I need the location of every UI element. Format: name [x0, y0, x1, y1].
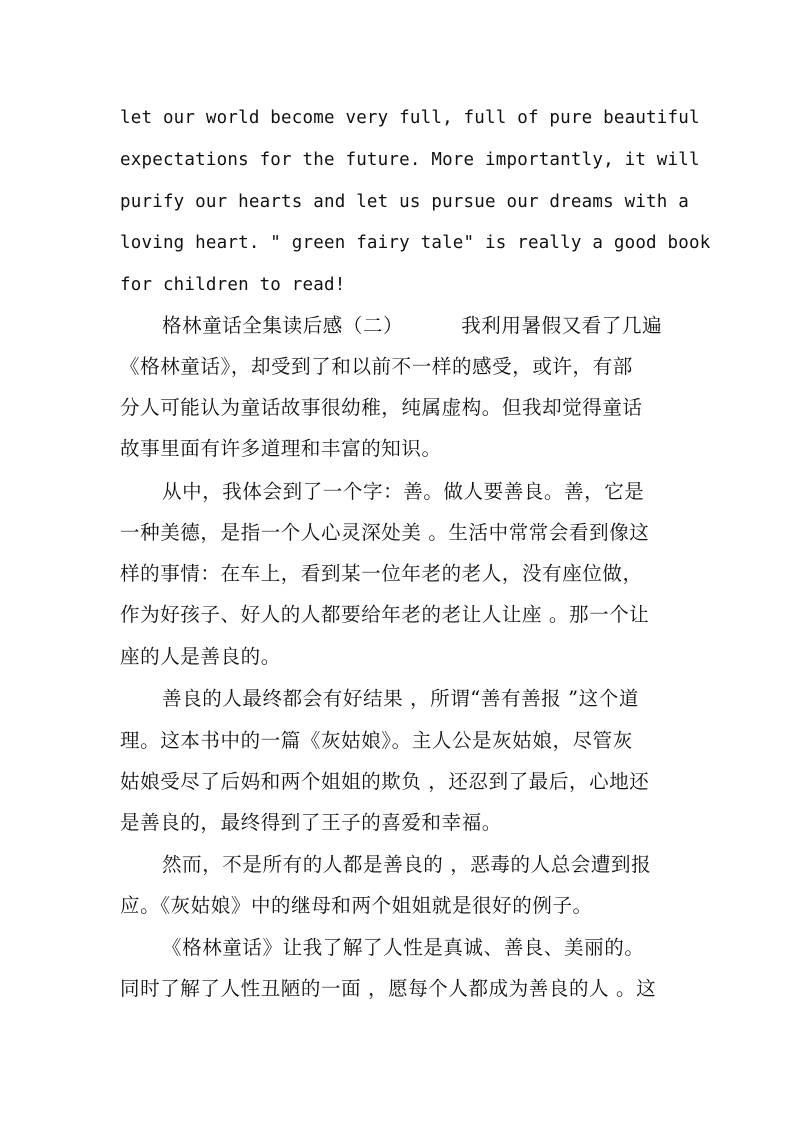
english-line-5: for children to read! — [120, 275, 346, 295]
section-heading-line — [162, 314, 722, 338]
english-line-2: expectations for the future. More importantly, it will — [120, 150, 700, 170]
section-heading: 格林童话全集读后感（二） — [162, 314, 404, 337]
paragraph3-line-3: 姑娘受尽了后妈和两个姐姐的欺负 ，还忍到了最后，心地还 — [120, 770, 650, 793]
paragraph2-line-1: 从中，我体会到了一个字：善。做人要善良。善，它是 — [162, 480, 645, 503]
paragraph2-line-3: 样的事情：在车上，看到某一位年老的老人，没有座位做， — [120, 562, 643, 585]
paragraph2-line-2: 一种美德，是指一个人心灵深处美 。生活中常常会看到像这 — [120, 521, 650, 544]
paragraph3-line-4: 是善良的，最终得到了王子的喜爱和幸福。 — [120, 811, 502, 834]
paragraph3-line-2: 理。这本书中的一篇《灰姑娘》。主人公是灰姑娘，尽管灰 — [120, 729, 633, 752]
paragraph1-line-3: 故事里面有许多道理和丰富的知识。 — [120, 437, 442, 460]
paragraph1-line-1: 《格林童话》，却受到了和以前不一样的感受，或许，有部 — [120, 355, 633, 378]
paragraph4-line-1: 然而，不是所有的人都是善良的 ，恶毒的人总会遭到报 — [162, 853, 652, 876]
paragraph5-line-2: 同时了解了人性丑陋的一面 ，愿每个人都成为善良的人 。这 — [120, 977, 657, 1000]
english-line-4: loving heart. " green fairy tale" is really a good book — [120, 233, 711, 253]
english-line-3: purify our hearts and let us pursue our dreams with a — [120, 192, 690, 212]
english-line-1: let our world become very full, full of pure beautiful — [120, 108, 700, 128]
section-lead: 我利用暑假又看了几遍 — [461, 314, 663, 337]
paragraph3-line-1: 善良的人最终都会有好结果 ，所谓“善有善报 ”这个道 — [162, 687, 639, 710]
paragraph2-line-5: 座的人是善良的。 — [120, 645, 281, 668]
paragraph4-line-2: 应。《灰姑娘》中的继母和两个姐姐就是很好的例子。 — [120, 894, 593, 917]
paragraph1-line-2: 分人可能认为童话故事很幼稚，纯属虚构。但我却觉得童话 — [120, 396, 643, 419]
paragraph5-line-1: 《格林童话》让我了解了人性是真诚、善良、美丽的。 — [162, 936, 645, 959]
paragraph2-line-4: 作为好孩子、好人的人都要给年老的老让人让座 。那一个让 — [120, 603, 650, 626]
